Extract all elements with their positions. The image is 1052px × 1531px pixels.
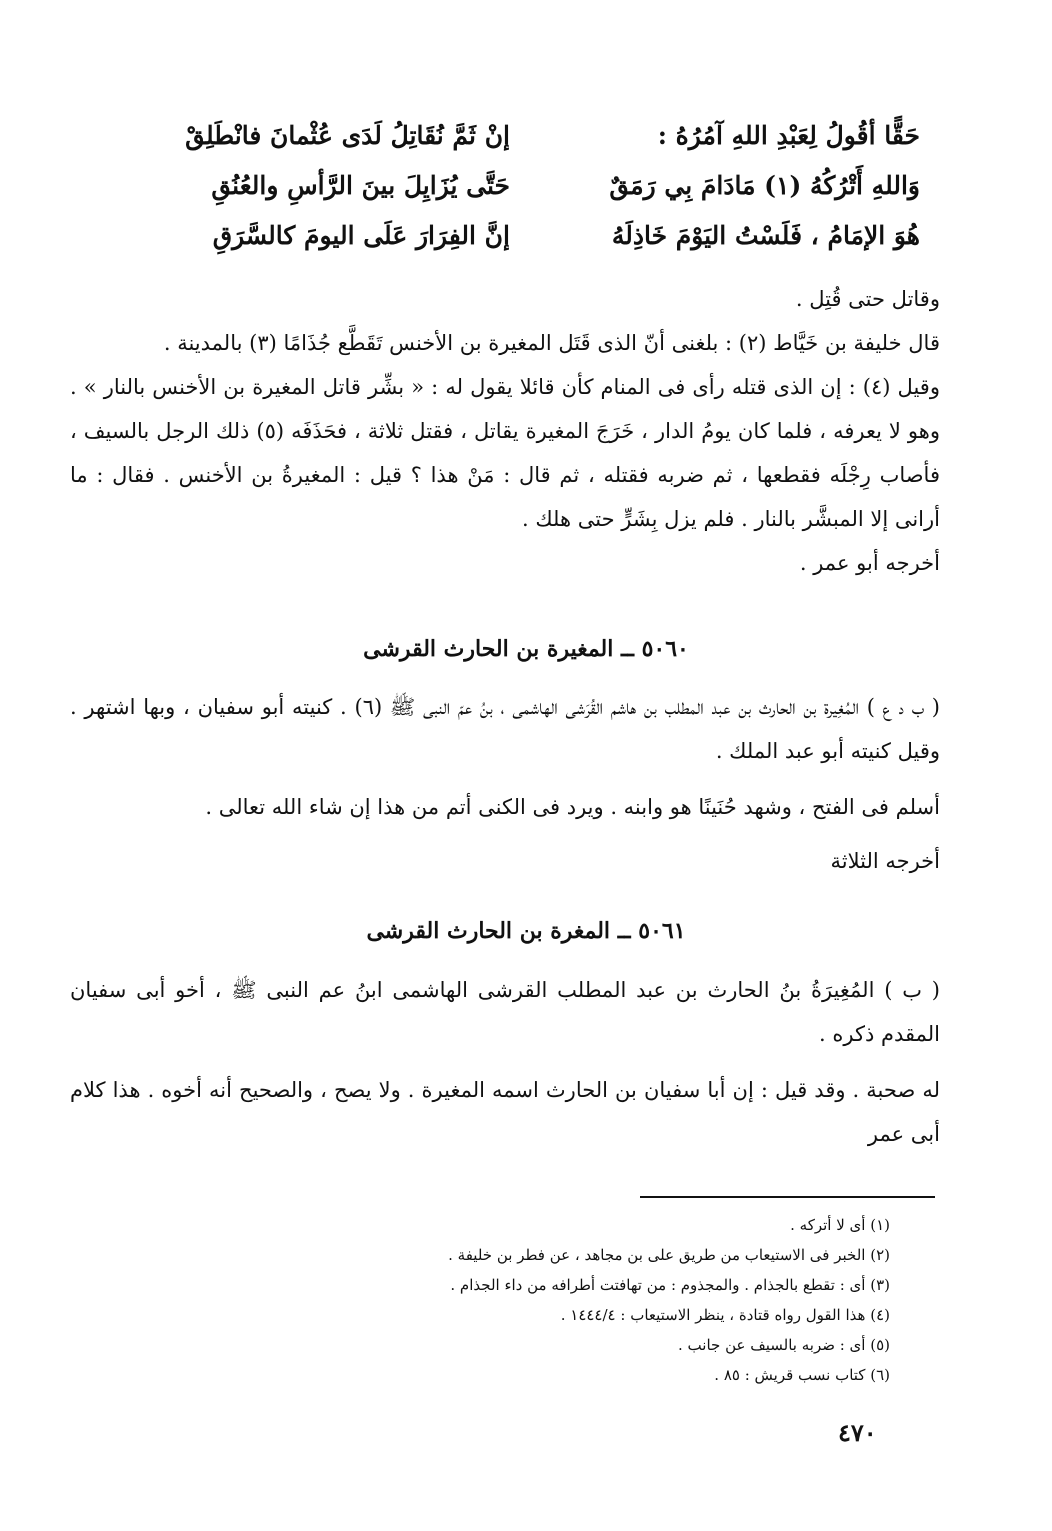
verse-hemistich-right: هُوَ الإمَامُ ، فَلَسْتُ اليَوْمَ خَاذِلَهُ — [611, 220, 920, 250]
entry-5060-body — [70, 685, 940, 883]
verse-hemistich-left: حَتَّى يُزَايِلَ بينَ الرَّأسِ والعُنُقِ — [211, 170, 510, 200]
entry-heading-5061: ٥٠٦١ ــ المغرة بن الحارث القرشى — [366, 918, 686, 944]
footnote: (٢) الخبر فى الاستيعاب من طريق على بن مجاهد ، عن فطر بن خليفة . — [448, 1246, 890, 1264]
poem — [150, 110, 920, 260]
verse-hemistich-right: حَقًّا أقُولُ لِعَبْدِ اللهِ آمُرُهُ : — [657, 120, 920, 150]
verse-hemistich-left: إنْ ثَمَّ نُقَاتِلُ لَدَى عُثْمانَ فانْطَلِقْ — [185, 120, 510, 150]
paragraph: ( ب ) المُغِيرَةُ بنُ الحارث بن عبد المطلب القرشى الهاشمى ابنُ عم النبى ﷺ ، أخو أبى سفيان المقدم ذكره . — [70, 978, 940, 1046]
paragraph: له صحبة . وقد قيل : إن أبا سفيان بن الحارث اسمه المغيرة . ولا يصح ، والصحيح أنه أخوه . هذا كلام أبى عمر — [70, 1078, 940, 1146]
footnote: (٣) أى : تقطع بالجذام . والمجذوم : من تهافتت أطرافه من داء الجذام . — [450, 1276, 890, 1294]
paragraph: أخرجه الثلاثة — [830, 849, 940, 873]
poem-verse-2 — [150, 160, 920, 210]
verse-hemistich-left: إنَّ الفِرَارَ عَلَى اليومَ كالسَّرَقِ — [212, 220, 510, 250]
narrative-block — [70, 277, 940, 585]
paragraph: وقيل (٤) : إن الذى قتله رأى فى المنام كأن قائلا يقول له : « بشِّر قاتل المغيرة بن الأخنس بالنار » . وهو لا يعرفه ، فلما كان يومُ الدار ، خَرَجَ المغيرة يقاتل ، فقتل ثلاثة ، فحَذَفَه (٥) ذلك الرجل بالسيف ، فأصاب رِجْلَه فقطعها ، ثم ضربه فقتله ، ثم قال : مَنْ هذا ؟ قيل : المغيرةُ بن الأخنس . فقال : ما أرانى إلا المبشَّر بالنار . فلم يزل بِشَرٍّ حتى هلك . — [70, 375, 940, 531]
footnote: (١) أى لا أتركه . — [790, 1216, 890, 1234]
poem-verse-3 — [150, 210, 920, 260]
paragraph: قال خليفة بن خَيَّاط (٢) : بلغنى أنّ الذى قَتَل المغيرة بن الأخنس تَقَطَّع جُذَامًا (٣) بالمدينة . — [163, 331, 940, 355]
paragraph: أخرجه أبو عمر . — [799, 551, 940, 575]
paragraph: وقاتل حتى قُتِل . — [795, 287, 940, 311]
footnote: (٤) هذا القول رواه قتادة ، ينظر الاستيعاب : ١٤٤٤/٤ . — [560, 1306, 890, 1324]
footnote-divider — [640, 1196, 935, 1198]
paragraph: أسلم فى الفتح ، وشهد حُنَينًا هو وابنه . ويرد فى الكنى أتم من هذا إن شاء الله تعالى . — [205, 795, 940, 819]
footnotes — [400, 1210, 890, 1390]
paragraph: ( ب د ع ) المُغِيرة بن الحارث بن عبد المطلب بن هاشم القُرَشى الهاشمى ، بنُ عمّ النبى ﷺ (٦) . كنيته أبو سفيان ، وبها اشتهر . وقيل كنيته أبو عبد الملك . — [70, 695, 940, 763]
verse-hemistich-right: وَاللهِ أَتْرُكُهُ (١) مَادَامَ بِي رَمَقٌ — [609, 170, 920, 200]
footnote: (٦) كتاب نسب قريش : ٨٥ . — [714, 1366, 890, 1384]
entry-heading-5060: ٥٠٦٠ ــ المغيرة بن الحارث القرشى — [363, 636, 689, 662]
entry-5061-body — [70, 968, 940, 1156]
poem-verse-1 — [150, 110, 920, 160]
page-number: ٤٧٠ — [838, 1418, 877, 1447]
footnote: (٥) أى : ضربه بالسيف عن جانب . — [678, 1336, 890, 1354]
